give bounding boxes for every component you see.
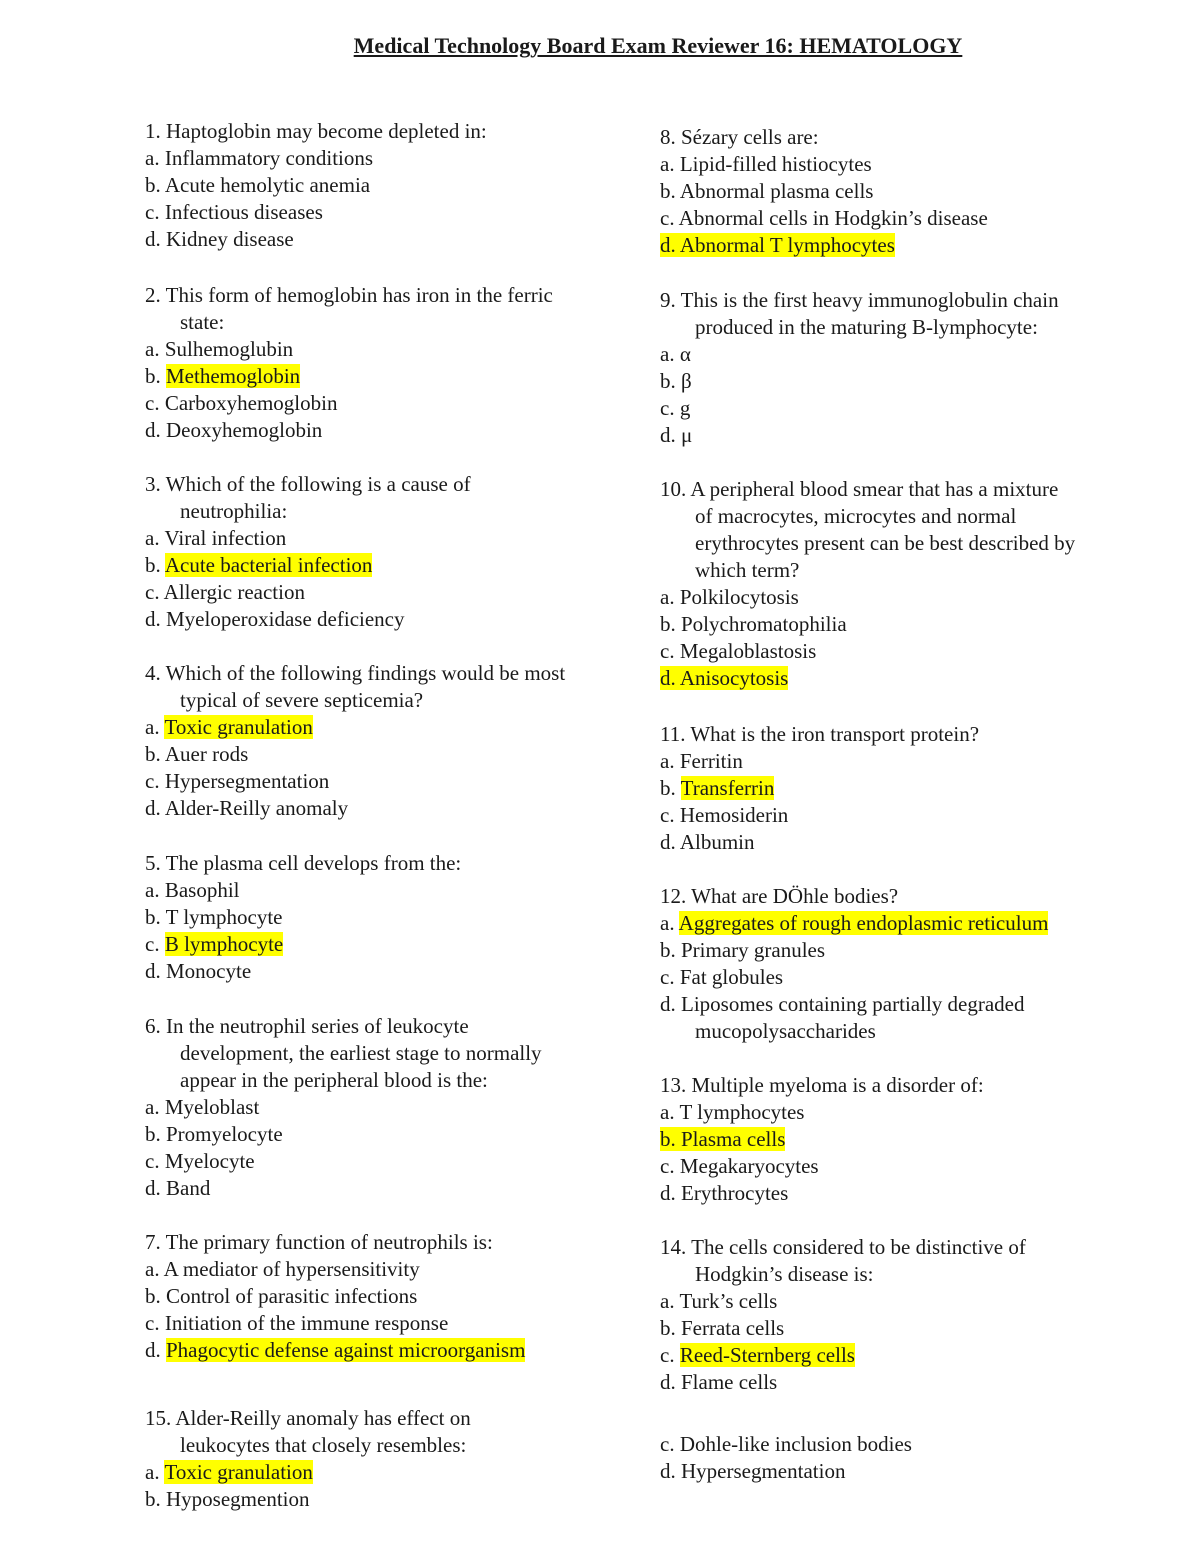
highlighted-answer: Phagocytic defense against microorganism	[166, 1338, 526, 1362]
question-stem: 6. In the neutrophil series of leukocyte	[145, 1014, 469, 1038]
highlighted-answer: Toxic granulation	[164, 715, 313, 739]
answer-option	[145, 958, 625, 985]
answer-option	[145, 336, 625, 363]
option-text: Basophil	[164, 878, 240, 902]
option-label: b.	[660, 369, 676, 393]
question-stem-continuation: which term?	[695, 558, 800, 582]
answer-option	[660, 638, 1140, 665]
option-text: Carboxyhemoglobin	[164, 391, 338, 415]
page-title: Medical Technology Board Exam Reviewer 16: HEMATOLOGY	[353, 33, 963, 58]
highlighted-answer: Anisocytosis	[679, 666, 789, 690]
option-label: c.	[660, 206, 675, 230]
option-text: Myelocyte	[164, 1149, 255, 1173]
option-label: c.	[145, 932, 160, 956]
highlighted-answer: Toxic granulation	[164, 1460, 313, 1484]
answer-option	[660, 1180, 1140, 1207]
option-label: a.	[145, 1095, 160, 1119]
option-text: T lymphocyte	[165, 905, 283, 929]
option-text: Promyelocyte	[166, 1122, 283, 1146]
option-label: d.	[660, 830, 676, 854]
option-text: Hemosiderin	[679, 803, 789, 827]
answer-option	[660, 964, 1140, 991]
option-label: a.	[660, 1100, 675, 1124]
option-label: c.	[145, 769, 160, 793]
answer-option	[660, 178, 1140, 205]
question-block	[660, 124, 1140, 259]
question-block	[660, 476, 1140, 692]
option-label: a.	[145, 526, 160, 550]
option-text: Turk’s cells	[679, 1289, 778, 1313]
highlighted-answer: Acute bacterial infection	[164, 553, 373, 577]
option-label: b.	[660, 1127, 676, 1151]
answer-option	[145, 1310, 625, 1337]
option-label: b.	[145, 553, 161, 577]
option-label: d.	[145, 1176, 161, 1200]
question-block	[145, 282, 625, 444]
question-stem: 2. This form of hemoglobin has iron in the ferric	[145, 283, 553, 307]
option-label: b.	[145, 1122, 161, 1146]
highlighted-answer: Abnormal T lymphocytes	[679, 233, 895, 257]
option-label: d.	[660, 1370, 676, 1394]
answer-option	[660, 1288, 1140, 1315]
answer-option	[660, 1369, 1140, 1396]
answer-option	[660, 991, 1140, 1018]
option-text: Monocyte	[166, 959, 252, 983]
option-label: c.	[145, 580, 160, 604]
option-text: g	[679, 396, 691, 420]
option-text: Primary granules	[681, 938, 826, 962]
question-block	[145, 471, 625, 633]
option-text: Abnormal plasma cells	[679, 179, 874, 203]
option-text: Alder-Reilly anomaly	[164, 796, 349, 820]
option-label: a.	[660, 749, 675, 773]
option-label: d.	[145, 418, 161, 442]
option-label: c.	[145, 200, 160, 224]
answer-option	[660, 1099, 1140, 1126]
answer-option	[145, 552, 625, 579]
option-label: a.	[145, 1257, 160, 1281]
option-label: c.	[145, 1149, 160, 1173]
option-label: b.	[145, 1284, 161, 1308]
option-label: a.	[660, 342, 675, 366]
option-text: Megakaryocytes	[679, 1154, 819, 1178]
question-stem: 3. Which of the following is a cause of	[145, 472, 471, 496]
answer-option	[145, 931, 625, 958]
question-block	[660, 721, 1140, 856]
answer-option	[660, 1153, 1140, 1180]
option-label: d.	[145, 959, 161, 983]
option-label: b.	[145, 905, 161, 929]
option-label: c.	[660, 1432, 675, 1456]
option-label: c.	[145, 391, 160, 415]
answer-option	[660, 1431, 1140, 1458]
question-block	[145, 118, 625, 253]
answer-option	[660, 665, 1140, 692]
answer-option	[145, 1283, 625, 1310]
answer-option	[145, 904, 625, 931]
answer-option	[145, 606, 625, 633]
option-label: d.	[145, 607, 161, 631]
question-stem: 13. Multiple myeloma is a disorder of:	[660, 1073, 984, 1097]
option-label: d.	[660, 992, 676, 1016]
option-text: Liposomes containing partially degraded	[681, 992, 1025, 1016]
option-label: b.	[145, 364, 161, 388]
question-stem: 15. Alder-Reilly anomaly has effect on	[145, 1406, 471, 1430]
answer-option	[660, 1315, 1140, 1342]
option-label: d.	[660, 1181, 676, 1205]
answer-option	[145, 145, 625, 172]
question-stem-continuation: appear in the peripheral blood is the:	[180, 1068, 488, 1092]
option-label: d.	[660, 1459, 676, 1483]
option-text: Polychromatophilia	[681, 612, 847, 636]
answer-option	[145, 1094, 625, 1121]
option-text: Initiation of the immune response	[164, 1311, 449, 1335]
answer-option	[145, 199, 625, 226]
option-text: Erythrocytes	[681, 1181, 789, 1205]
option-text: T lymphocytes	[679, 1100, 805, 1124]
option-label: a.	[145, 337, 160, 361]
option-text: Hyposegmention	[166, 1487, 310, 1511]
option-label: a.	[145, 715, 160, 739]
option-text: Flame cells	[681, 1370, 778, 1394]
option-label: d.	[660, 423, 676, 447]
question-stem-continuation: neutrophilia:	[180, 499, 288, 523]
answer-option	[145, 1121, 625, 1148]
question-stem: 8. Sézary cells are:	[660, 125, 819, 149]
answer-option	[660, 395, 1140, 422]
option-label: a.	[660, 585, 675, 609]
question-stem: 4. Which of the following findings would be most	[145, 661, 566, 685]
answer-option	[145, 172, 625, 199]
question-block	[145, 660, 625, 822]
question-block	[145, 1013, 625, 1202]
option-label: a.	[145, 878, 160, 902]
option-text: Deoxyhemoglobin	[166, 418, 323, 442]
highlighted-answer: Aggregates of rough endoplasmic reticulum	[678, 911, 1049, 935]
answer-option	[145, 226, 625, 253]
question-stem-continuation: erythrocytes present can be best described by	[695, 531, 1076, 555]
question-stem: 1. Haptoglobin may become depleted in:	[145, 119, 487, 143]
option-text: Inflammatory conditions	[164, 146, 374, 170]
option-label: a.	[145, 1460, 160, 1484]
answer-option	[145, 525, 625, 552]
option-text: Viral infection	[164, 526, 287, 550]
question-stem: 10. A peripheral blood smear that has a mixture	[660, 477, 1059, 501]
answer-option	[145, 1256, 625, 1283]
option-text: Infectious diseases	[164, 200, 323, 224]
option-text: α	[679, 342, 691, 366]
option-label: d.	[145, 227, 161, 251]
option-text: Control of parasitic infections	[166, 1284, 418, 1308]
option-label: d.	[145, 796, 161, 820]
question-stem-continuation: of macrocytes, microcytes and normal	[695, 504, 1017, 528]
highlighted-answer: B lymphocyte	[164, 932, 284, 956]
question-stem-continuation: produced in the maturing B-lymphocyte:	[695, 315, 1038, 339]
option-label: d.	[660, 233, 676, 257]
option-text: Hypersegmentation	[164, 769, 330, 793]
answer-option	[660, 611, 1140, 638]
option-text: Kidney disease	[166, 227, 294, 251]
option-label: b.	[145, 1487, 161, 1511]
option-label: a.	[660, 152, 675, 176]
option-text: Dohle-like inclusion bodies	[679, 1432, 912, 1456]
option-text: Megaloblastosis	[679, 639, 817, 663]
question-block	[660, 1234, 1140, 1396]
question-stem-continuation: development, the earliest stage to normally	[180, 1041, 542, 1065]
option-continuation: mucopolysaccharides	[695, 1019, 876, 1043]
option-text: Allergic reaction	[163, 580, 305, 604]
option-label: b.	[660, 612, 676, 636]
answer-option	[145, 877, 625, 904]
option-text: μ	[681, 423, 693, 447]
answer-option	[145, 1337, 625, 1364]
answer-option	[145, 768, 625, 795]
question-stem: 5. The plasma cell develops from the:	[145, 851, 462, 875]
answer-option	[145, 741, 625, 768]
option-label: b.	[660, 938, 676, 962]
answer-option	[660, 775, 1140, 802]
option-text: Auer rods	[164, 742, 249, 766]
option-text: Hypersegmentation	[681, 1459, 846, 1483]
option-label: c.	[660, 396, 675, 420]
answer-option	[660, 937, 1140, 964]
highlighted-answer: Reed-Sternberg cells	[679, 1343, 855, 1367]
answer-option	[660, 422, 1140, 449]
option-label: c.	[660, 639, 675, 663]
option-text: Acute hemolytic anemia	[164, 173, 371, 197]
question-block	[660, 1072, 1140, 1207]
option-label: b.	[660, 1316, 676, 1340]
option-label: c.	[660, 803, 675, 827]
option-label: d.	[660, 666, 676, 690]
highlighted-answer: Transferrin	[680, 776, 775, 800]
answer-option	[145, 1148, 625, 1175]
option-text: Lipid-filled histiocytes	[679, 152, 872, 176]
answer-option	[660, 1342, 1140, 1369]
option-text: Abnormal cells in Hodgkin’s disease	[678, 206, 988, 230]
question-block	[660, 287, 1140, 449]
option-text: Ferritin	[679, 749, 743, 773]
question-stem: 9. This is the first heavy immunoglobulin chain	[660, 288, 1059, 312]
highlighted-answer: Methemoglobin	[166, 364, 301, 388]
answer-option	[660, 151, 1140, 178]
question-block	[145, 1405, 625, 1513]
answer-option	[145, 1486, 625, 1513]
question-stem-continuation: leukocytes that closely resembles:	[180, 1433, 467, 1457]
option-text: Myeloblast	[164, 1095, 260, 1119]
question-stem-continuation: Hodgkin’s disease is:	[695, 1262, 874, 1286]
question-block	[660, 1431, 1140, 1485]
option-label: b.	[660, 179, 676, 203]
answer-option	[145, 714, 625, 741]
answer-option	[660, 829, 1140, 856]
answer-option	[660, 341, 1140, 368]
option-label: c.	[660, 965, 675, 989]
question-block	[145, 850, 625, 985]
question-stem: 12. What are DÖhle bodies?	[660, 884, 899, 908]
option-text: A mediator of hypersensitivity	[163, 1257, 420, 1281]
answer-option	[145, 363, 625, 390]
answer-option	[660, 1126, 1140, 1153]
highlighted-answer: Plasma cells	[681, 1127, 786, 1151]
answer-option	[145, 417, 625, 444]
option-text: Polkilocytosis	[679, 585, 799, 609]
option-label: b.	[145, 742, 161, 766]
option-label: c.	[145, 1311, 160, 1335]
question-stem-continuation: state:	[180, 310, 225, 334]
option-text: β	[681, 369, 692, 393]
option-label: c.	[660, 1154, 675, 1178]
option-text: Sulhemoglubin	[164, 337, 294, 361]
option-label: a.	[145, 146, 160, 170]
option-label: a.	[660, 911, 675, 935]
option-label: d.	[145, 1338, 161, 1362]
answer-option	[660, 205, 1140, 232]
question-stem: 11. What is the iron transport protein?	[660, 722, 980, 746]
option-label: c.	[660, 1343, 675, 1367]
answer-option	[145, 795, 625, 822]
question-stem: 7. The primary function of neutrophils is:	[145, 1230, 493, 1254]
question-stem-continuation: typical of severe septicemia?	[180, 688, 424, 712]
question-stem: 14. The cells considered to be distinctive of	[660, 1235, 1026, 1259]
answer-option	[145, 579, 625, 606]
question-block	[145, 1229, 625, 1364]
option-label: b.	[145, 173, 161, 197]
option-text: Myeloperoxidase deficiency	[166, 607, 405, 631]
answer-option	[660, 232, 1140, 259]
option-text: Albumin	[679, 830, 755, 854]
question-block	[660, 883, 1140, 1045]
answer-option	[660, 802, 1140, 829]
option-text: Ferrata cells	[681, 1316, 785, 1340]
answer-option	[145, 1175, 625, 1202]
answer-option	[660, 584, 1140, 611]
option-text: Band	[166, 1176, 211, 1200]
answer-option	[145, 390, 625, 417]
answer-option	[660, 1458, 1140, 1485]
option-label: b.	[660, 776, 676, 800]
answer-option	[660, 368, 1140, 395]
answer-option	[145, 1459, 625, 1486]
option-label: a.	[660, 1289, 675, 1313]
option-text: Fat globules	[679, 965, 784, 989]
answer-option	[660, 910, 1140, 937]
answer-option	[660, 748, 1140, 775]
